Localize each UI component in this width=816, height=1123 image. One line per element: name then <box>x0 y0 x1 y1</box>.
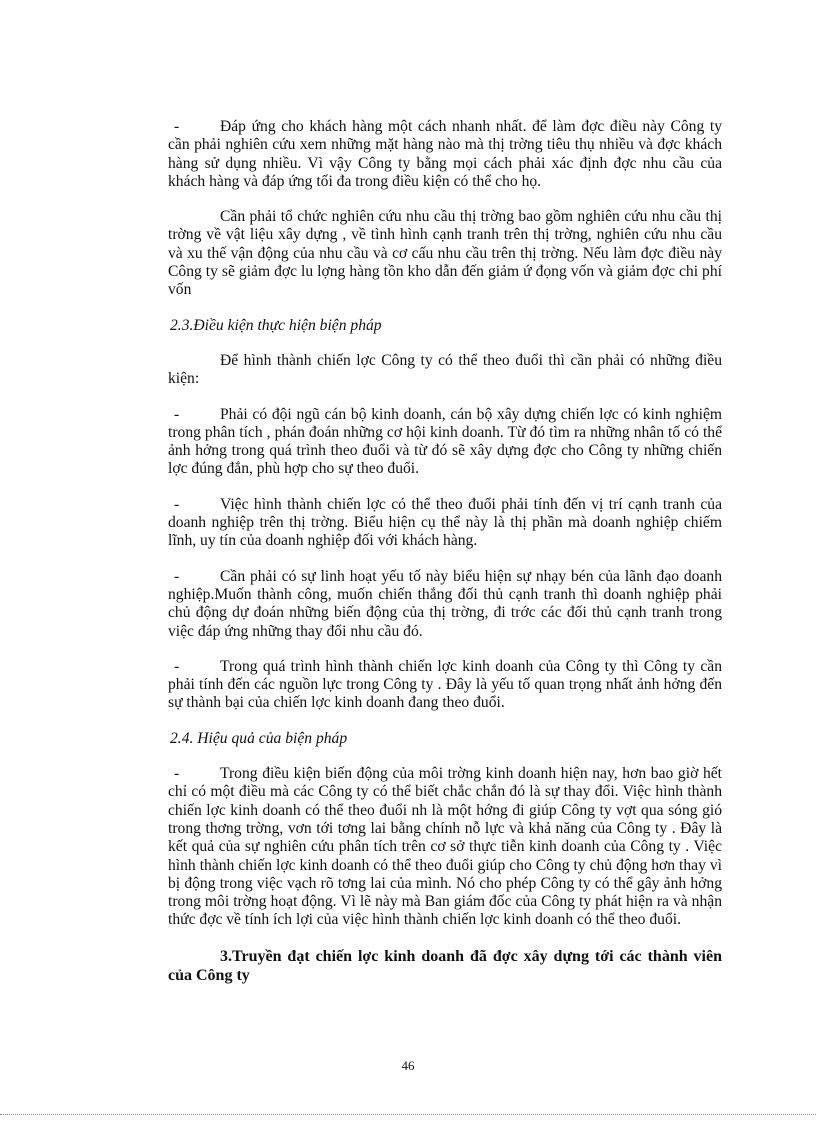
paragraph-text: Đáp ứng cho khách hàng một cách nhanh nhất. để làm đợc điều này Công ty cần phải nghiên cứu xem những mặt hàng nào mà thị trờng tiêu thụ nhiều và đợc khách hàng sử dụng nhiều. Vì vậy Công ty bằng mọi cách phải xác định đợc nhu cầu của khách hàng và đáp ứng tối đa trong điều kiện có thể cho họ. <box>168 118 722 190</box>
paragraph: Để hình thành chiến lợc Công ty có thể theo đuổi thì cần phải có những điều kiện: <box>168 351 722 388</box>
bullet-paragraph <box>168 568 722 641</box>
bullet-dash: - <box>174 765 180 783</box>
footer-dotted-line <box>0 1114 816 1115</box>
paragraph-text: Cần phải có sự linh hoạt yếu tố này biểu hiện sự nhạy bén của lãnh đạo doanh nghiệp.Muốn thành công, muốn chiến thắng đối thủ cạnh tranh thì doanh nghiệp phải chủ động dự đoán những biến động của thị trờng, đi trớc các đối thủ cạnh tranh trong việc đáp ứng những thay đổi nhu cầu đó. <box>168 567 722 640</box>
bullet-paragraph <box>168 406 722 479</box>
bullet-dash: - <box>174 567 180 585</box>
bullet-dash: - <box>174 657 180 675</box>
bullet-paragraph <box>168 496 722 551</box>
paragraph-text: Việc hình thành chiến lợc có thể theo đuổi phải tính đến vị trí cạnh tranh của doanh nghiệp trên thị trờng. Biểu hiện cụ thể này là thị phần mà doanh nghiệp chiếm lĩnh, uy tín của doanh nghiệp đối với khách hàng. <box>168 495 722 550</box>
bullet-paragraph <box>168 118 722 191</box>
paragraph: Cần phải tổ chức nghiên cứu nhu cầu thị trờng bao gồm nghiên cứu nhu cầu thị trờng về vật liệu xây dựng , về tình hình cạnh tranh trên thị trờng, nghiên cứu nhu cầu và xu thế vận động của nhu cầu và cơ cấu nhu cầu trên thị trờng. Nếu làm đợc điều này Công ty sẽ giảm đợc lu lợng hàng tồn kho dẫn đến giảm ứ đọng vốn và giảm đợc chi phí vốn <box>168 208 722 299</box>
bullet-dash: - <box>174 405 180 423</box>
chapter-heading: 3.Truyền đạt chiến lợc kinh doanh đã đợc xây dựng tới các thành viên của Công ty <box>168 947 722 984</box>
bullet-paragraph <box>168 765 722 930</box>
bullet-dash: - <box>174 118 180 135</box>
paragraph-text: Trong điều kiện biến động của môi trờng kinh doanh hiện nay, hơn bao giờ hết chỉ có một điều mà các Công ty có thể biết chắc chắn đó là sự thay đổi. Việc hình thành chiến lợc kinh doanh có thể theo đuổi nh là một hớng đi giúp Công ty vợt qua sóng gió trong thơng trờng, vơn tới tơng lai bằng chính nỗ lực và khả năng của Công ty . Đây là kết quả của sự nghiên cứu phân tích trên cơ sở thực tiễn kinh doanh của Công ty . Việc hình thành chiến lợc kinh doanh có thể theo đuổi giúp cho Công ty chủ động hơn thay vì bị động trong việc vạch rõ tơng lai của mình. Nó cho phép Công ty có thể gây ảnh hởng trong môi trờng hoạt động. Vì lẽ này mà Ban giám đốc của Công ty phát hiện ra và nhận thức đợc về tính ích lợi của việc hình thành chiến lợc kinh doanh có thể theo đuổi. <box>168 765 722 929</box>
paragraph-text: Trong quá trình hình thành chiến lợc kinh doanh của Công ty thì Công ty cần phải tính đến các nguồn lực trong Công ty . Đây là yếu tố quan trọng nhất ảnh hởng đến sự thành bại của chiến lợc kinh doanh đang theo đuổi. <box>168 657 722 712</box>
section-heading: 2.3.Điều kiện thực hiện biện pháp <box>170 316 382 334</box>
bullet-dash: - <box>174 495 180 513</box>
section-heading: 2.4. Hiệu quả của biện pháp <box>170 729 348 747</box>
bullet-paragraph <box>168 658 722 713</box>
page-content <box>168 118 722 985</box>
page-number: 46 <box>401 1058 415 1073</box>
paragraph-text: Phải có đội ngũ cán bộ kinh doanh, cán bộ xây dựng chiến lợc có kinh nghiệm trong phân tích , phán đoán những cơ hội kinh doanh. Từ đó tìm ra những nhân tố có thể ảnh hởng trong quá trình theo đuổi và từ đó sẽ xây dựng đợc cho Công ty những chiến lợc đúng đắn, phù hợp cho sự theo đuổi. <box>168 405 722 478</box>
